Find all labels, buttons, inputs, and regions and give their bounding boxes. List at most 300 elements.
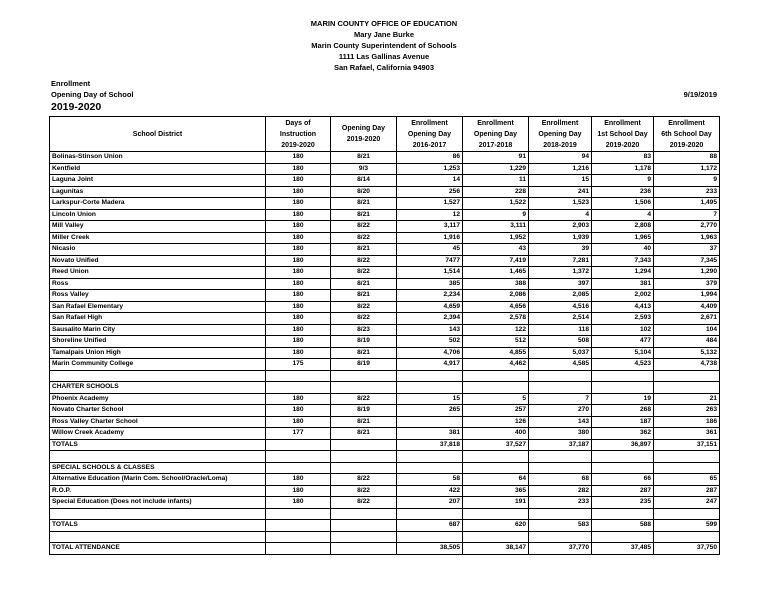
district-name-cell: Novato Unified [50,255,266,267]
column-header-line: 2017-2018 [478,141,513,149]
enrollment-cell [654,370,720,382]
district-name-cell: Tamalpais Union High [50,347,266,359]
enrollment-cell: 1,994 [654,290,720,302]
enrollment-cell: 4,409 [654,301,720,313]
schedule-cell: 180 [266,290,331,302]
column-header-line: Opening Day [407,130,452,138]
enrollment-cell: 39 [529,244,592,256]
enrollment-cell [592,462,654,474]
column-header-line: Enrollment [411,119,448,127]
superintendent-name: Mary Jane Burke [353,30,415,39]
table-row [50,290,720,302]
schedule-cell: 175 [266,359,331,371]
enrollment-cell: 2,394 [397,313,463,325]
enrollment-cell: 4,585 [529,359,592,371]
column-header-line: Opening Day [538,130,582,138]
enrollment-cell [529,508,592,520]
enrollment-cell [592,451,654,463]
schedule-cell: 8/22 [331,497,397,509]
enrollment-cell: 599 [654,520,720,532]
enrollment-cell: 94 [529,152,592,164]
enrollment-cell: 14 [397,175,463,187]
enrollment-cell: 91 [463,152,529,164]
enrollment-cell: 380 [529,428,592,440]
schedule-cell: 180 [266,336,331,348]
district-name-cell: Marin Community College [50,359,266,371]
enrollment-cell: 11 [463,175,529,187]
district-name-cell: Special Education (Does not include infants) [50,497,266,509]
enrollment-cell: 4,855 [463,347,529,359]
enrollment-cell [463,462,529,474]
enrollment-cell [654,462,720,474]
enrollment-cell: 36,897 [592,439,654,451]
enrollment-cell [654,508,720,520]
enrollment-cell [397,382,463,394]
district-name-cell: Ross [50,278,266,290]
section-row [50,382,720,394]
enrollment-cell: 4,738 [654,359,720,371]
enrollment-cell: 7,419 [463,255,529,267]
enrollment-cell: 287 [654,485,720,497]
enrollment-cell: 1,253 [397,163,463,175]
table-row [50,163,720,175]
schedule-cell [266,520,331,532]
table-row [50,267,720,279]
schedule-cell: 8/21 [331,278,397,290]
column-header [266,117,331,152]
enrollment-cell: 4 [529,209,592,221]
enrollment-cell: 37,151 [654,439,720,451]
district-name-cell: Ross Valley [50,290,266,302]
column-header-line: 6th School Day [661,130,712,138]
district-name-cell: Mill Valley [50,221,266,233]
enrollment-cell: 1,963 [654,232,720,244]
enrollment-cell: 270 [529,405,592,417]
enrollment-cell: 265 [397,405,463,417]
district-name-cell: Larkspur-Corte Madera [50,198,266,210]
enrollment-cell: 1,290 [654,267,720,279]
enrollment-cell: 2,808 [592,221,654,233]
table-row [50,336,720,348]
enrollment-cell: 9 [592,175,654,187]
schedule-cell: 180 [266,232,331,244]
enrollment-cell: 362 [592,428,654,440]
schedule-cell: 177 [266,428,331,440]
enrollment-cell [654,382,720,394]
enrollment-cell: 1,514 [397,267,463,279]
report-title: Enrollment [51,79,91,88]
schedule-cell: 180 [266,186,331,198]
enrollment-cell: 365 [463,485,529,497]
enrollment-cell: 687 [397,520,463,532]
schedule-cell [331,531,397,543]
schedule-cell [331,382,397,394]
district-name-cell: Laguna Joint [50,175,266,187]
enrollment-cell: 65 [654,474,720,486]
schedule-cell: 180 [266,198,331,210]
enrollment-cell: 58 [397,474,463,486]
section-row [50,462,720,474]
enrollment-cell: 381 [397,428,463,440]
enrollment-cell: 361 [654,428,720,440]
enrollment-cell: 2,085 [529,290,592,302]
enrollment-cell: 583 [529,520,592,532]
district-name-cell: San Rafael Elementary [50,301,266,313]
schedule-cell: 8/22 [331,267,397,279]
enrollment-cell: 7477 [397,255,463,267]
schedule-cell: 8/21 [331,416,397,428]
schedule-cell [331,543,397,555]
district-name-cell: Lagunitas [50,186,266,198]
school-year: 2019-2020 [51,101,102,113]
table-row [50,175,720,187]
enrollment-cell: 38,505 [397,543,463,555]
schedule-cell: 8/22 [331,232,397,244]
enrollment-cell: 287 [592,485,654,497]
enrollment-cell: 83 [592,152,654,164]
district-name-cell: CHARTER SCHOOLS [50,382,266,394]
enrollment-cell: 236 [592,186,654,198]
schedule-cell: 8/14 [331,175,397,187]
enrollment-cell: 397 [529,278,592,290]
enrollment-cell: 241 [529,186,592,198]
schedule-cell: 180 [266,163,331,175]
column-header [50,117,266,152]
enrollment-cell: 1,916 [397,232,463,244]
schedule-cell: 8/22 [331,313,397,325]
enrollment-cell [529,370,592,382]
column-header-line: Enrollment [541,119,579,127]
enrollment-cell: 5,037 [529,347,592,359]
enrollment-cell: 3,117 [397,221,463,233]
enrollment-cell [592,370,654,382]
enrollment-cell: 1,952 [463,232,529,244]
schedule-cell: 180 [266,405,331,417]
table-body [50,152,720,555]
enrollment-cell: 620 [463,520,529,532]
enrollment-cell [592,508,654,520]
schedule-cell: 180 [266,485,331,497]
schedule-cell: 180 [266,152,331,164]
column-header-line: Opening Day [341,125,386,132]
enrollment-cell: 268 [592,405,654,417]
district-name-cell: R.O.P. [50,485,266,497]
enrollment-cell: 64 [463,474,529,486]
schedule-cell: 8/19 [331,359,397,371]
enrollment-cell: 15 [529,175,592,187]
enrollment-cell: 187 [592,416,654,428]
table-row [50,313,720,325]
table-row [50,405,720,417]
enrollment-cell: 19 [592,393,654,405]
schedule-cell [266,508,331,520]
enrollment-cell: 2,086 [463,290,529,302]
schedule-cell: 8/22 [331,221,397,233]
enrollment-cell: 7 [654,209,720,221]
column-header-line: 1st School Day [597,130,648,138]
column-header [463,117,529,152]
schedule-cell [331,451,397,463]
enrollment-cell: 122 [463,324,529,336]
table-row [50,416,720,428]
table-row [50,232,720,244]
enrollment-cell: 1,172 [654,163,720,175]
enrollment-cell [397,416,463,428]
schedule-cell: 180 [266,301,331,313]
enrollment-cell: 37,750 [654,543,720,555]
district-name-cell: Shoreline Unified [50,336,266,348]
enrollment-cell: 1,939 [529,232,592,244]
enrollment-cell [592,382,654,394]
enrollment-cell: 9 [463,209,529,221]
enrollment-cell: 1,372 [529,267,592,279]
org-name: MARIN COUNTY OFFICE OF EDUCATION [310,19,458,28]
table-row [50,221,720,233]
enrollment-cell: 588 [592,520,654,532]
enrollment-cell: 37,527 [463,439,529,451]
district-name-cell: Reed Union [50,267,266,279]
schedule-cell: 180 [266,324,331,336]
district-name-cell: Kentfield [50,163,266,175]
enrollment-cell: 37 [654,244,720,256]
column-header [592,117,654,152]
schedule-cell [266,439,331,451]
enrollment-cell: 21 [654,393,720,405]
district-name-cell [50,531,266,543]
schedule-cell: 8/21 [331,152,397,164]
schedule-cell: 8/21 [331,428,397,440]
enrollment-cell: 37,187 [529,439,592,451]
enrollment-cell: 1,527 [397,198,463,210]
district-name-cell: Willow Creek Academy [50,428,266,440]
enrollment-cell: 7,343 [592,255,654,267]
schedule-cell: 180 [266,474,331,486]
table-row [50,324,720,336]
enrollment-cell [463,370,529,382]
enrollment-cell: 233 [654,186,720,198]
schedule-cell: 8/21 [331,290,397,302]
enrollment-cell: 1,229 [463,163,529,175]
enrollment-cell [463,451,529,463]
enrollment-cell: 2,903 [529,221,592,233]
enrollment-cell: 2,671 [654,313,720,325]
blank-row [50,451,720,463]
enrollment-cell: 9 [654,175,720,187]
enrollment-cell: 4,656 [463,301,529,313]
blank-row [50,531,720,543]
enrollment-cell: 235 [592,497,654,509]
schedule-cell: 180 [266,255,331,267]
table-row [50,543,720,555]
enrollment-cell: 207 [397,497,463,509]
table-header-row [50,117,720,152]
schedule-cell: 8/19 [331,336,397,348]
enrollment-cell: 257 [463,405,529,417]
schedule-cell [331,370,397,382]
enrollment-cell: 102 [592,324,654,336]
table-row [50,198,720,210]
schedule-cell: 8/21 [331,244,397,256]
enrollment-cell [397,508,463,520]
schedule-cell [266,543,331,555]
enrollment-cell: 7,345 [654,255,720,267]
enrollment-cell: 2,593 [592,313,654,325]
enrollment-table [49,116,720,555]
table-row [50,474,720,486]
enrollment-cell [397,451,463,463]
schedule-cell: 180 [266,209,331,221]
enrollment-cell: 2,234 [397,290,463,302]
schedule-cell: 8/21 [331,347,397,359]
schedule-cell: 180 [266,313,331,325]
enrollment-cell: 143 [397,324,463,336]
column-header-line: Enrollment [604,119,641,127]
enrollment-cell: 143 [529,416,592,428]
enrollment-cell [463,382,529,394]
schedule-cell: 180 [266,416,331,428]
enrollment-cell: 508 [529,336,592,348]
enrollment-cell: 5,104 [592,347,654,359]
enrollment-cell: 38,147 [463,543,529,555]
enrollment-cell: 385 [397,278,463,290]
district-name-cell: SPECIAL SCHOOLS & CLASSES [50,462,266,474]
enrollment-cell: 45 [397,244,463,256]
schedule-cell: 8/20 [331,186,397,198]
enrollment-cell [529,451,592,463]
enrollment-cell: 4,516 [529,301,592,313]
district-name-cell: Lincoln Union [50,209,266,221]
enrollment-cell: 37,770 [529,543,592,555]
enrollment-cell: 477 [592,336,654,348]
enrollment-cell: 400 [463,428,529,440]
enrollment-cell: 12 [397,209,463,221]
schedule-cell: 8/22 [331,474,397,486]
enrollment-cell: 40 [592,244,654,256]
schedule-cell: 180 [266,244,331,256]
enrollment-cell: 4,917 [397,359,463,371]
enrollment-cell: 1,216 [529,163,592,175]
enrollment-cell [654,451,720,463]
schedule-cell: 8/22 [331,485,397,497]
district-name-cell [50,370,266,382]
enrollment-cell: 512 [463,336,529,348]
district-name-cell: TOTALS [50,439,266,451]
enrollment-cell: 37,485 [592,543,654,555]
report-date: 9/19/2019 [683,90,717,99]
table-row [50,393,720,405]
column-header [529,117,592,152]
schedule-cell: 180 [266,221,331,233]
enrollment-cell: 1,965 [592,232,654,244]
schedule-cell [331,439,397,451]
enrollment-cell: 43 [463,244,529,256]
table-row [50,359,720,371]
enrollment-cell: 88 [654,152,720,164]
schedule-cell: 180 [266,278,331,290]
enrollment-cell: 1,523 [529,198,592,210]
schedule-cell: 180 [266,347,331,359]
schedule-cell [266,462,331,474]
enrollment-cell: 4,706 [397,347,463,359]
enrollment-cell: 388 [463,278,529,290]
district-name-cell: Miller Creek [50,232,266,244]
enrollment-cell: 1,522 [463,198,529,210]
enrollment-cell: 2,514 [529,313,592,325]
enrollment-cell: 4,462 [463,359,529,371]
enrollment-cell [397,462,463,474]
schedule-cell: 9/3 [331,163,397,175]
column-header-line: 2018-2019 [543,141,577,149]
district-name-cell: TOTAL ATTENDANCE [50,543,266,555]
schedule-cell: 180 [266,175,331,187]
street-address: 1111 Las Gallinas Avenue [338,52,430,61]
table-row [50,301,720,313]
enrollment-cell: 4 [592,209,654,221]
enrollment-cell: 422 [397,485,463,497]
schedule-cell: 8/21 [331,198,397,210]
city-address: San Rafael, California 94903 [333,63,435,72]
letterhead [0,18,768,73]
column-header-line: 2019-2020 [669,141,704,149]
enrollment-cell: 15 [397,393,463,405]
schedule-cell [331,462,397,474]
enrollment-cell: 37,818 [397,439,463,451]
enrollment-cell [592,531,654,543]
district-name-cell: Phoenix Academy [50,393,266,405]
enrollment-cell: 7 [529,393,592,405]
table-row [50,278,720,290]
schedule-cell: 8/21 [331,209,397,221]
column-header [654,117,720,152]
enrollment-cell [463,508,529,520]
blank-row [50,508,720,520]
column-header-line: Opening Day [473,130,518,138]
district-name-cell: San Rafael High [50,313,266,325]
enrollment-cell: 484 [654,336,720,348]
district-name-cell: Bolinas-Stinson Union [50,152,266,164]
enrollment-cell: 2,578 [463,313,529,325]
schedule-cell: 8/22 [331,393,397,405]
enrollment-cell: 5 [463,393,529,405]
enrollment-cell: 379 [654,278,720,290]
schedule-cell: 180 [266,497,331,509]
enrollment-cell: 1,178 [592,163,654,175]
enrollment-cell: 502 [397,336,463,348]
enrollment-cell: 66 [592,474,654,486]
enrollment-cell: 7,281 [529,255,592,267]
enrollment-cell: 233 [529,497,592,509]
enrollment-cell: 381 [592,278,654,290]
enrollment-cell: 4,659 [397,301,463,313]
column-header-line: Enrollment [668,119,705,127]
enrollment-cell: 2,002 [592,290,654,302]
enrollment-cell [529,462,592,474]
column-header [331,117,397,152]
table-row [50,439,720,451]
district-name-cell: TOTALS [50,520,266,532]
enrollment-cell: 68 [529,474,592,486]
enrollment-cell [529,531,592,543]
enrollment-cell: 4,413 [592,301,654,313]
schedule-cell: 8/22 [331,301,397,313]
column-header-line: Enrollment [477,119,514,127]
enrollment-cell [397,370,463,382]
enrollment-cell [529,382,592,394]
enrollment-cell: 118 [529,324,592,336]
district-name-cell: Ross Valley Charter School [50,416,266,428]
enrollment-cell: 3,111 [463,221,529,233]
report-subtitle: Opening Day of School [51,90,134,99]
